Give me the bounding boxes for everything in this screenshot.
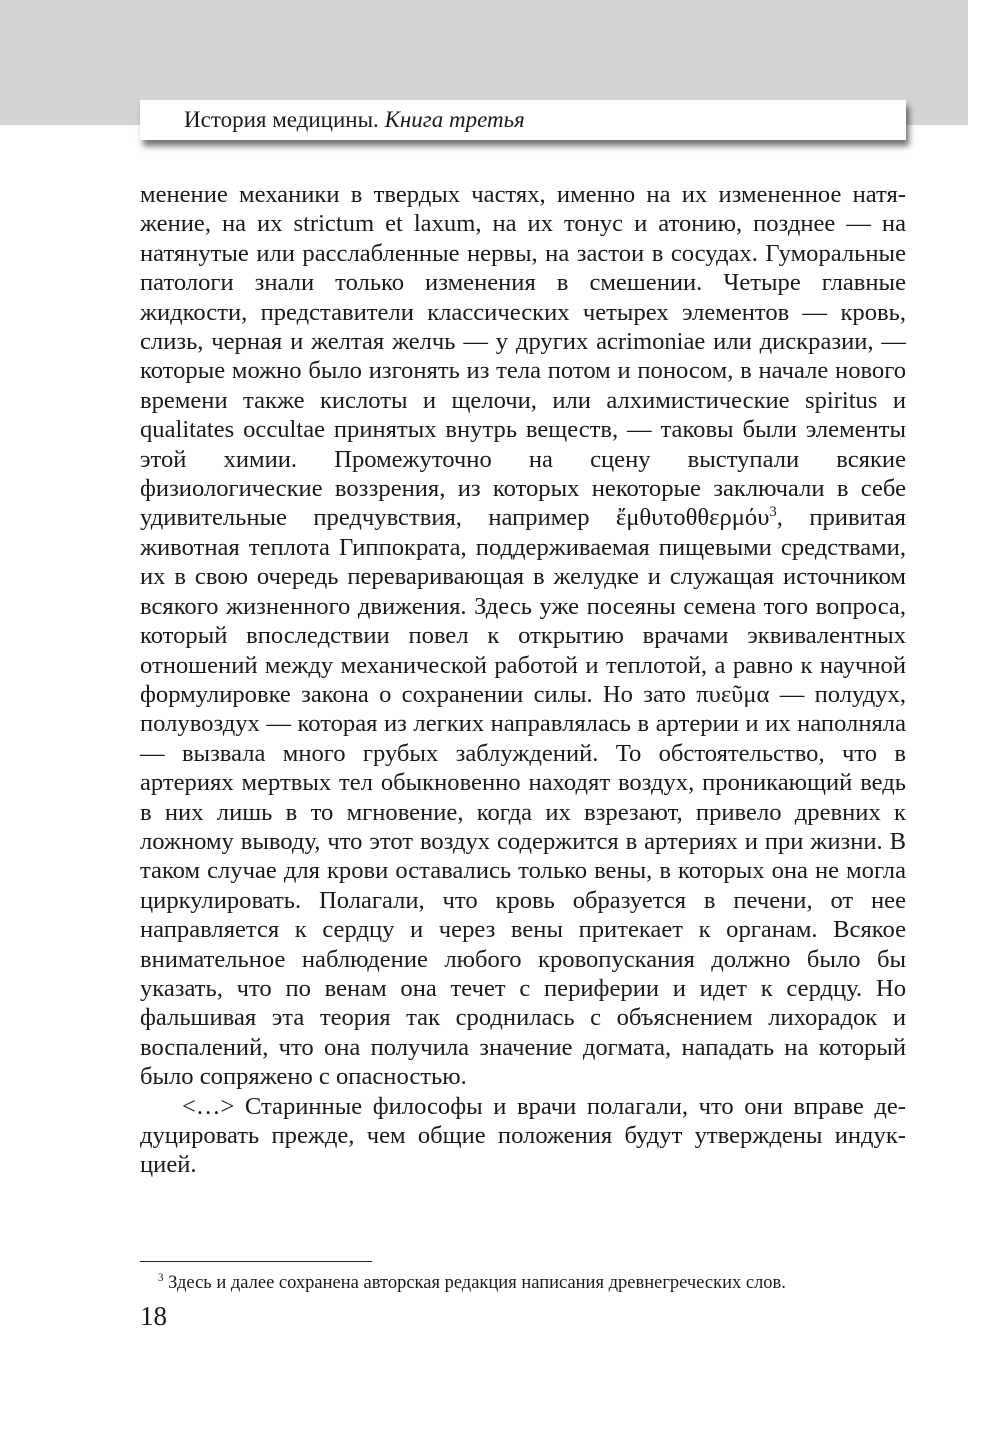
paragraph-1-continuation: , привитая животная теплота Гиппократа, поддерживаемая пищевыми средствами, их в свою очередь переваривающая в желудке и служащая источником всякого жизненного движения. Здесь уже посеяны семена того вопроса, который впоследствии повел к открытию врачами эквивалентных отношений между механической работой и теплотой, а равно к научной формулировке закона о сохранении силы. Но зато πυεῦμα — полудух, полувоздух — которая из легких направлялась в артерии и их наполняла — вызвала много грубых заблуждений. То обстоятельство, что в артериях мертвых тел обыкновенно находят воздух, проникающий ведь в них лишь в то мгновение, когда их взрезают, привело древних к ложному выводу, что этот воздух содержится в артериях и при жизни. В таком случае для крови оставались только вены, в которых она не могла циркулировать. Полагали, что кровь образуется в печени, от нее направляется к сердцу и через вены притекает к органам. Всякое внимательное наблюдение любого кровопускания должно было бы указать, что по венам она течет с периферии и идет к сердцу. Но фальшивая эта теория так сроднилась с объяснением лихорадок и воспалений, что она получила значение догмата, нападать на который было сопряжено с опасностью. — [140, 504, 906, 1091]
footnote-number: 3 — [158, 1271, 164, 1284]
running-header-title: История медицины. — [184, 107, 379, 132]
page-number: 18 — [140, 1301, 167, 1331]
footnote — [158, 1270, 906, 1296]
running-header-volume: Книга третья — [384, 107, 525, 132]
main-text — [140, 180, 906, 1180]
running-header — [140, 100, 906, 140]
footnote-reference: 3 — [769, 504, 777, 521]
paragraph-1 — [140, 180, 906, 1092]
footnote-text: Здесь и далее сохранена авторская редакция написания древнегреческих слов. — [168, 1273, 786, 1293]
footnote-divider — [140, 1261, 372, 1262]
paragraph-2: <…> Старинные философы и врачи полагали, что они вправе дедуцировать прежде, чем общие положения будут утверждены индукцией. — [140, 1092, 906, 1179]
paragraph-1-text: менение механики в твердых частях, именно на их измененное натяжение, на их strictum et laxum, на их тонус и атонию, позднее — на натянутые или расслабленные нервы, на застои в сосудах. Гуморальные патологи знали только изменения в смешении. Четыре главные жидкости, представители классических четырех элементов — кровь, слизь, черная и желтая желчь — у других acrimoniae или дискразии, — которые можно было изгонять из тела потом и поносом, в начале нового времени также кислоты и щелочи, или алхимистические spiritus и qualitates occultae принятых внутрь веществ, — таковы были элементы этой химии. Промежуточно на сцену выступали всякие физиологические воззрения, из которых некоторые заключали в себе удивительные предчувствия, например ἔμθυτοθθερμόυ — [140, 181, 906, 532]
